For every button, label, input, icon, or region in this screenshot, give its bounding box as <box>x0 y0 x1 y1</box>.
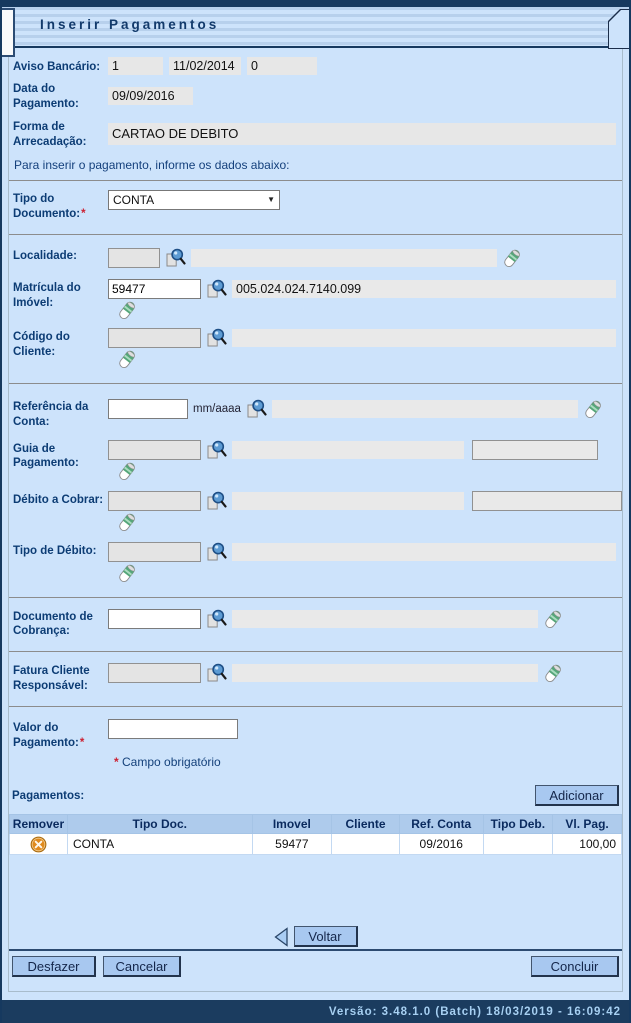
adicionar-button[interactable]: Adicionar <box>535 785 619 806</box>
required-asterisk: * <box>81 207 86 220</box>
eraser-icon[interactable] <box>583 398 603 420</box>
documento-cobranca-row <box>9 608 622 640</box>
fatura-cliente-description <box>232 664 538 682</box>
search-icon[interactable] <box>206 440 227 460</box>
tipo-documento-selected: CONTA <box>113 192 155 207</box>
page-title: Inserir Pagamentos <box>40 17 220 32</box>
localidade-label: Localidade: <box>13 249 77 262</box>
form-content <box>8 48 623 992</box>
column-header-4: Ref. Conta <box>399 815 483 834</box>
payments-table-header-row <box>10 815 622 834</box>
cancelar-button[interactable]: Cancelar <box>103 956 181 977</box>
referencia-conta-mask-hint: mm/aaaa <box>193 402 241 415</box>
payments-table <box>9 814 622 855</box>
remove-cell <box>10 834 68 855</box>
valor-pagamento-input[interactable] <box>108 719 238 739</box>
valor-pagamento-label: Valor do Pagamento:* <box>13 722 85 750</box>
top-frame-bar <box>2 0 629 7</box>
actions-divider <box>9 949 622 951</box>
imovel-cliente-section <box>9 235 622 383</box>
tipo-documento-section <box>9 181 622 234</box>
eraser-icon[interactable] <box>117 562 137 584</box>
eraser-icon[interactable] <box>117 511 137 533</box>
forma-arrecadacao-label: Forma de Arrecadação: <box>13 120 87 148</box>
data-pagamento-label: Data do Pagamento: <box>13 83 79 110</box>
forma-arrecadacao-value: CARTAO DE DEBITO <box>108 123 616 145</box>
tipo-documento-select[interactable] <box>108 190 280 210</box>
aviso-bancario-row <box>13 57 618 75</box>
eraser-icon[interactable] <box>117 299 137 321</box>
payments-table-body <box>10 834 622 855</box>
cell-tipo_deb <box>483 834 553 855</box>
documentos-section <box>9 384 622 597</box>
cell-cliente <box>332 834 400 855</box>
cell-vl_pag: 100,00 <box>553 834 622 855</box>
cell-imovel: 59477 <box>252 834 332 855</box>
eraser-icon[interactable] <box>117 460 137 482</box>
documento-cobranca-label: Documento de Cobrança: <box>13 610 93 638</box>
search-icon[interactable] <box>246 399 267 419</box>
fatura-cliente-input[interactable] <box>108 663 201 683</box>
fatura-cliente-label: Fatura Cliente Responsável: <box>13 665 90 693</box>
eraser-icon[interactable] <box>502 247 522 269</box>
codigo-cliente-label: Código do Cliente: <box>13 330 70 358</box>
codigo-cliente-input[interactable] <box>108 328 201 348</box>
version-footer-bar <box>2 1000 629 1023</box>
side-panel-handle[interactable] <box>2 8 15 57</box>
search-icon[interactable] <box>206 542 227 562</box>
debito-cobrar-extra <box>472 491 622 511</box>
debito-cobrar-description <box>232 492 464 510</box>
matricula-imovel-row <box>9 279 622 320</box>
tipo-debito-description <box>232 543 616 561</box>
aviso-bancario-label: Aviso Bancário: <box>13 60 101 73</box>
eraser-icon[interactable] <box>117 348 137 370</box>
debito-cobrar-label: Débito a Cobrar: <box>13 493 104 506</box>
eraser-icon[interactable] <box>543 662 563 684</box>
debito-cobrar-input[interactable] <box>108 491 201 511</box>
guia-pagamento-row <box>9 440 622 481</box>
tipo-documento-label: Tipo do Documento:* <box>13 192 86 220</box>
eraser-icon[interactable] <box>543 608 563 630</box>
codigo-cliente-description <box>232 329 616 347</box>
required-note: * Campo obrigatório <box>114 755 221 770</box>
background-tab-shape <box>608 9 631 49</box>
instruction-text: Para inserir o pagamento, informe os dados abaixo: <box>14 157 290 172</box>
desfazer-button[interactable]: Desfazer <box>12 956 96 977</box>
concluir-button[interactable]: Concluir <box>531 956 619 977</box>
matricula-imovel-input[interactable] <box>108 279 201 299</box>
fatura-cliente-row <box>9 662 622 694</box>
guia-pagamento-description <box>232 441 464 459</box>
debito-cobrar-row <box>9 491 622 532</box>
summary-section <box>9 48 622 180</box>
search-icon[interactable] <box>206 328 227 348</box>
data-pagamento-row <box>13 80 618 112</box>
documento-cobranca-input[interactable] <box>108 609 201 629</box>
aviso-bancario-sequencial: 0 <box>247 57 317 75</box>
aviso-bancario-data: 11/02/2014 <box>169 57 241 75</box>
matricula-imovel-label: Matrícula do Imóvel: <box>13 281 81 309</box>
guia-pagamento-extra <box>472 440 598 460</box>
version-text: Versão: 3.48.1.0 (Batch) 18/03/2019 - 16:09:42 <box>328 1005 621 1018</box>
forma-arrecadacao-row <box>13 118 618 150</box>
guia-pagamento-input[interactable] <box>108 440 201 460</box>
column-header-5: Tipo Deb. <box>483 815 553 834</box>
valor-pagamento-row <box>9 719 622 751</box>
tipo-debito-input[interactable] <box>108 542 201 562</box>
cell-ref_conta: 09/2016 <box>399 834 483 855</box>
search-icon[interactable] <box>206 491 227 511</box>
tipo-debito-label: Tipo de Débito: <box>13 544 97 557</box>
data-pagamento-value: 09/09/2016 <box>108 87 193 105</box>
documento-cobranca-section <box>9 598 622 652</box>
column-header-2: Imovel <box>252 815 332 834</box>
required-asterisk: * <box>79 737 85 750</box>
chevron-down-icon: ▼ <box>267 195 275 205</box>
page-header <box>2 7 629 48</box>
localidade-description <box>191 249 497 267</box>
aviso-bancario-numero: 1 <box>108 57 163 75</box>
referencia-conta-description <box>272 400 578 418</box>
remove-icon[interactable] <box>30 836 47 853</box>
codigo-cliente-row <box>9 328 622 369</box>
payments-section-label: Pagamentos: <box>12 789 85 802</box>
search-icon[interactable] <box>206 663 227 683</box>
fatura-cliente-section <box>9 652 622 706</box>
column-header-0: Remover <box>10 815 68 834</box>
matricula-imovel-description: 005.024.024.7140.099 <box>232 280 616 298</box>
table-row <box>10 834 622 855</box>
tipo-debito-row <box>9 542 622 583</box>
actions-row <box>9 956 622 977</box>
column-header-1: Tipo Doc. <box>67 815 252 834</box>
payments-header-row <box>9 785 622 806</box>
valor-pagamento-section <box>9 707 622 865</box>
localidade-row <box>9 247 622 269</box>
guia-pagamento-label: Guia de Pagamento: <box>13 442 79 470</box>
column-header-6: Vl. Pag. <box>553 815 622 834</box>
documento-cobranca-description <box>232 610 538 628</box>
back-arrow-icon[interactable] <box>274 927 289 947</box>
referencia-conta-label: Referência da Conta: <box>13 400 89 428</box>
search-icon[interactable] <box>165 248 186 268</box>
referencia-conta-input[interactable] <box>108 399 188 419</box>
referencia-conta-row <box>9 398 622 430</box>
voltar-row <box>9 926 622 947</box>
tipo-documento-row <box>9 190 622 222</box>
cell-tipo_doc: CONTA <box>67 834 252 855</box>
localidade-input[interactable] <box>108 248 160 268</box>
column-header-3: Cliente <box>332 815 400 834</box>
search-icon[interactable] <box>206 609 227 629</box>
search-icon[interactable] <box>206 279 227 299</box>
voltar-button[interactable]: Voltar <box>294 926 358 947</box>
